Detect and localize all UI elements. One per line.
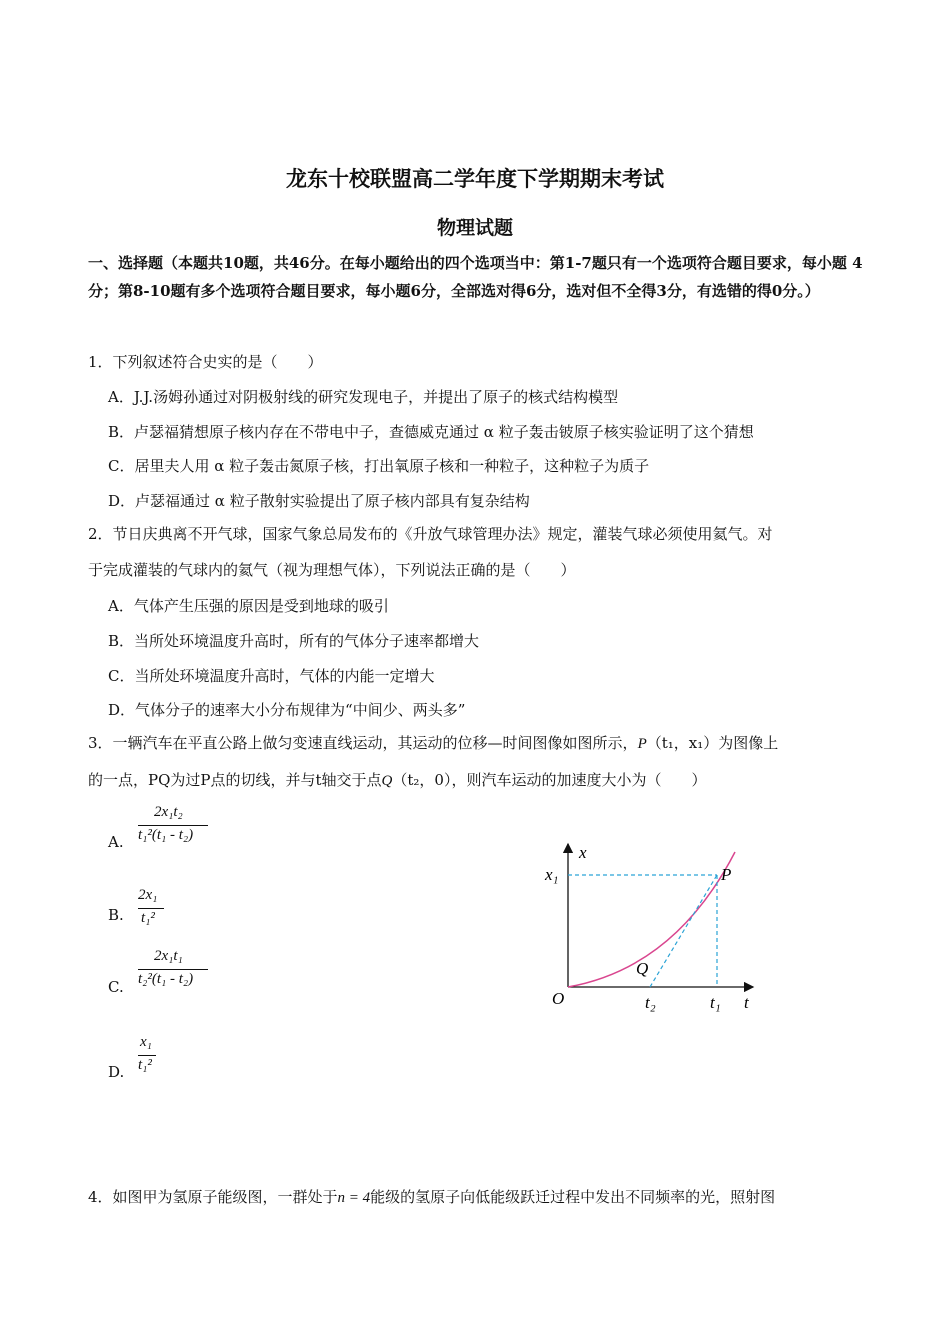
q3-option-a-numerator: 2x₁t₂	[154, 804, 183, 820]
q3-point-p-coords: （t₁，x₁）	[646, 734, 719, 752]
q2-option-a: A．气体产生压强的原因是受到地球的吸引	[108, 597, 389, 615]
q3-option-b-denominator: t₁²	[141, 910, 155, 926]
q3-stem-line1	[88, 726, 888, 762]
graph-label-origin: O	[552, 989, 565, 1008]
graph-label-t: t	[744, 993, 749, 1012]
q3-option-a-formula	[138, 804, 210, 850]
graph-label-t1: t₁	[710, 993, 721, 1012]
q1-option-a: A．J.J.汤姆孙通过对阴极射线的研究发现电子，并提出了原子的核式结构模型	[108, 388, 619, 406]
q3-option-c-label: C.	[108, 978, 124, 996]
q3-option-b-label: B.	[108, 906, 124, 924]
q3-option-b-formula	[138, 887, 168, 933]
graph-label-q: Q	[636, 959, 649, 978]
q3-option-a-denominator: t₁²(t₁ - t₂)	[138, 827, 194, 843]
q3-stem-line2	[88, 763, 878, 799]
q2-option-d: D．气体分子的速率大小分布规律为“中间少、两头多”	[108, 701, 466, 719]
graph-label-t2: t₂	[645, 993, 656, 1012]
q3-option-d-numerator: x₁	[140, 1034, 152, 1050]
q1-stem: 1．下列叙述符合史实的是（ ）	[88, 353, 323, 371]
q4-stem	[88, 1180, 888, 1216]
section-heading: 一、选择题（本题共10题，共46分。在每小题给出的四个选项当中：第1-7题只有一个选项符合题目要求，每小题 4 分；第8-10题有多个选项符合题目要求，每小题6分，全部选对得6分，选对但不全得3分，有选错的得0分。）	[88, 254, 863, 300]
graph-label-x: x	[579, 843, 587, 862]
q3-option-c-numerator: 2x₁t₁	[154, 948, 183, 964]
q3-stem-text-b: 为图像上	[718, 734, 779, 752]
q3-stem-text-c: 的一点，PQ为过P点的切线，并与t轴交于点	[88, 771, 382, 789]
q3-point-p: P	[637, 736, 647, 752]
q1-option-d: D．卢瑟福通过 α 粒子散射实验提出了原子核内部具有复杂结构	[108, 492, 530, 510]
fraction-bar	[138, 825, 208, 826]
q4-stem-text-a: 4．如图甲为氢原子能级图，一群处于	[88, 1188, 338, 1206]
q4-stem-text-b: 能级的氢原子向低能级跃迁过程中发出不同频率的光，照射图	[370, 1188, 776, 1206]
fraction-bar	[138, 969, 208, 970]
q2-stem-line1: 2．节日庆典离不开气球，国家气象总局发布的《升放气球管理办法》规定，灌装气球必须使用氦气。对	[88, 525, 773, 543]
q2-option-c: C．当所处环境温度升高时，气体的内能一定增大	[108, 667, 435, 685]
q3-option-d-denominator: t₁²	[138, 1057, 152, 1073]
q3-option-a-label: A.	[108, 833, 124, 851]
q3-option-c-denominator: t₂²(t₁ - t₂)	[138, 971, 194, 987]
q4-energy-level: n = 4	[337, 1190, 371, 1206]
q3-option-c-formula	[138, 948, 210, 994]
fraction-bar	[138, 1055, 156, 1056]
exam-subtitle: 物理试题	[436, 217, 513, 239]
q3-option-d-label: D.	[108, 1063, 125, 1081]
q1-option-b: B．卢瑟福猜想原子核内存在不带电中子，查德威克通过 α 粒子轰击铍原子核实验证明了这个猜想	[108, 423, 754, 441]
q3-stem-text-d: ，则汽车运动的加速度大小为（ ）	[451, 771, 707, 789]
q2-option-b: B．当所处环境温度升高时，所有的气体分子速率都增大	[108, 632, 480, 650]
q3-option-d-formula	[138, 1034, 162, 1080]
q3-position-time-graph	[535, 838, 775, 1018]
position-curve	[568, 852, 735, 987]
q3-option-b-numerator: 2x₁	[138, 887, 158, 903]
q2-stem-line2: 于完成灌装的气球内的氦气（视为理想气体），下列说法正确的是（ ）	[88, 561, 576, 579]
q3-point-q: Q	[381, 773, 393, 789]
q3-point-q-coords: （t₂，0）	[392, 771, 452, 789]
tangent-line-pq	[650, 875, 717, 987]
exam-title: 龙东十校联盟高二学年度下学期期末考试	[286, 166, 664, 191]
fraction-bar	[138, 908, 164, 909]
q3-stem-text-a: 3．一辆汽车在平直公路上做匀变速直线运动，其运动的位移—时间图像如图所示，	[88, 734, 638, 752]
graph-label-p: P	[721, 865, 732, 884]
graph-label-x1: x₁	[545, 865, 559, 884]
q1-option-c: C．居里夫人用 α 粒子轰击氮原子核，打出氧原子核和一种粒子，这种粒子为质子	[108, 457, 650, 475]
